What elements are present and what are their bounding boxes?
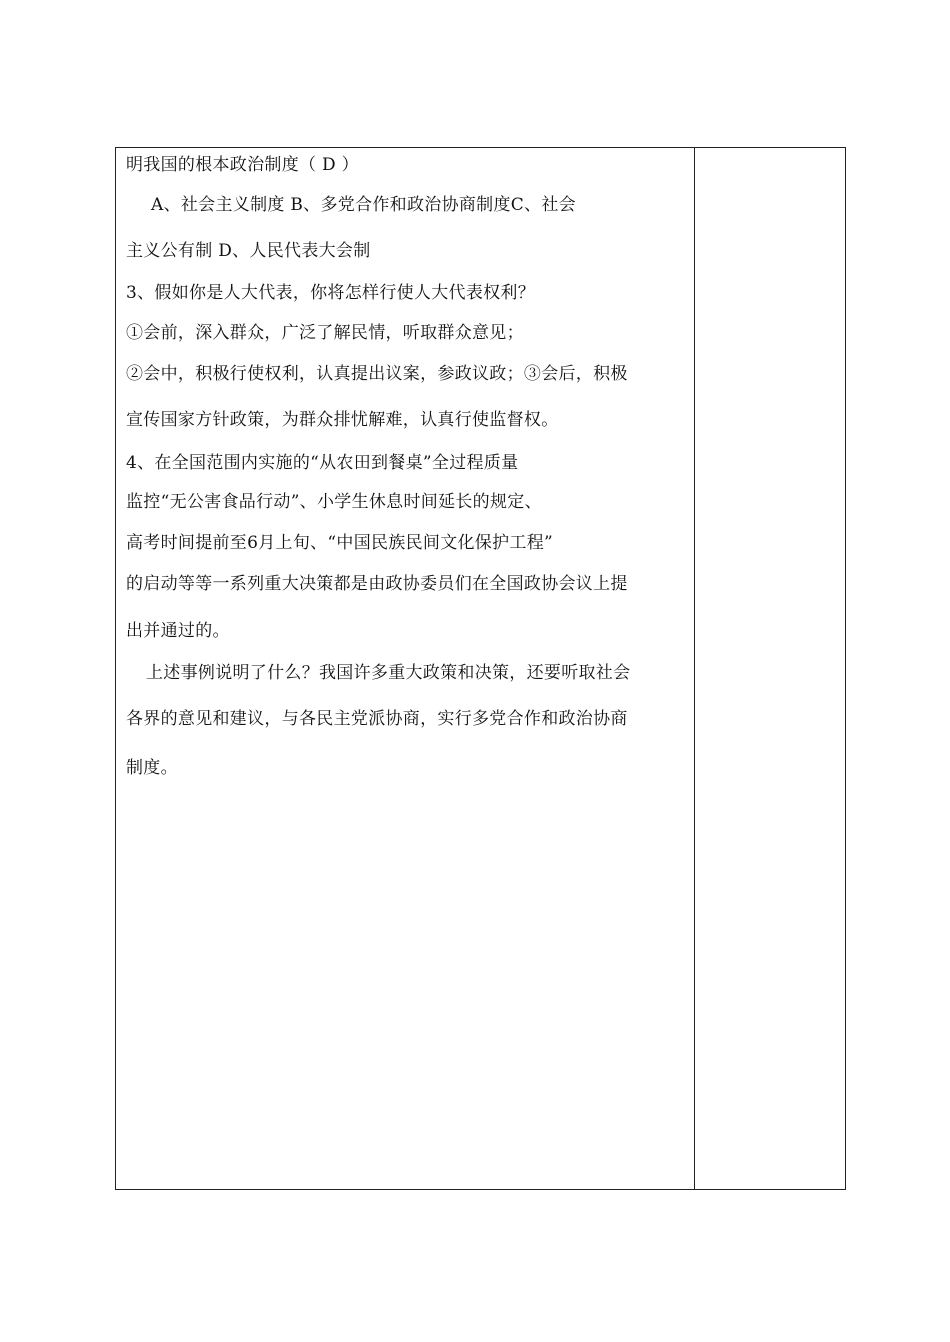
text-line-3: 主义公有制 D、人民代表大会制 [126,241,371,261]
text-line-15: 制度。 [126,758,178,778]
text-line-9: 监控“无公害食品行动”、小学生休息时间延长的规定、 [126,492,542,512]
text-line-6: ②会中，积极行使权利，认真提出议案，参政议政；③会后，积极 [126,364,628,384]
column-divider [694,148,695,1189]
text-line-5: ①会前，深入群众，广泛了解民情，听取群众意见； [126,323,524,343]
text-line-4: 3、假如你是人大代表，你将怎样行使人大代表权利？ [126,283,536,303]
document-table [115,147,846,1190]
text-line-11: 的启动等等一系列重大决策都是由政协委员们在全国政协会议上提 [126,574,628,594]
text-line-8: 4、在全国范围内实施的“从农田到餐桌”全过程质量 [126,453,519,473]
text-line-1: 明我国的根本政治制度（ D ） [126,155,359,175]
text-line-12: 出并通过的。 [126,621,230,641]
text-line-13: 上述事例说明了什么？我国许多重大政策和决策，还要听取社会 [146,663,631,683]
text-line-7: 宣传国家方针政策，为群众排忧解难，认真行使监督权。 [126,410,559,430]
text-line-14: 各界的意见和建议，与各民主党派协商，实行多党合作和政治协商 [126,709,628,729]
text-line-2: A、社会主义制度 B、多党合作和政治协商制度C、社会 [151,195,576,215]
text-line-10: 高考时间提前至6月上旬、“中国民族民间文化保护工程” [126,533,553,553]
